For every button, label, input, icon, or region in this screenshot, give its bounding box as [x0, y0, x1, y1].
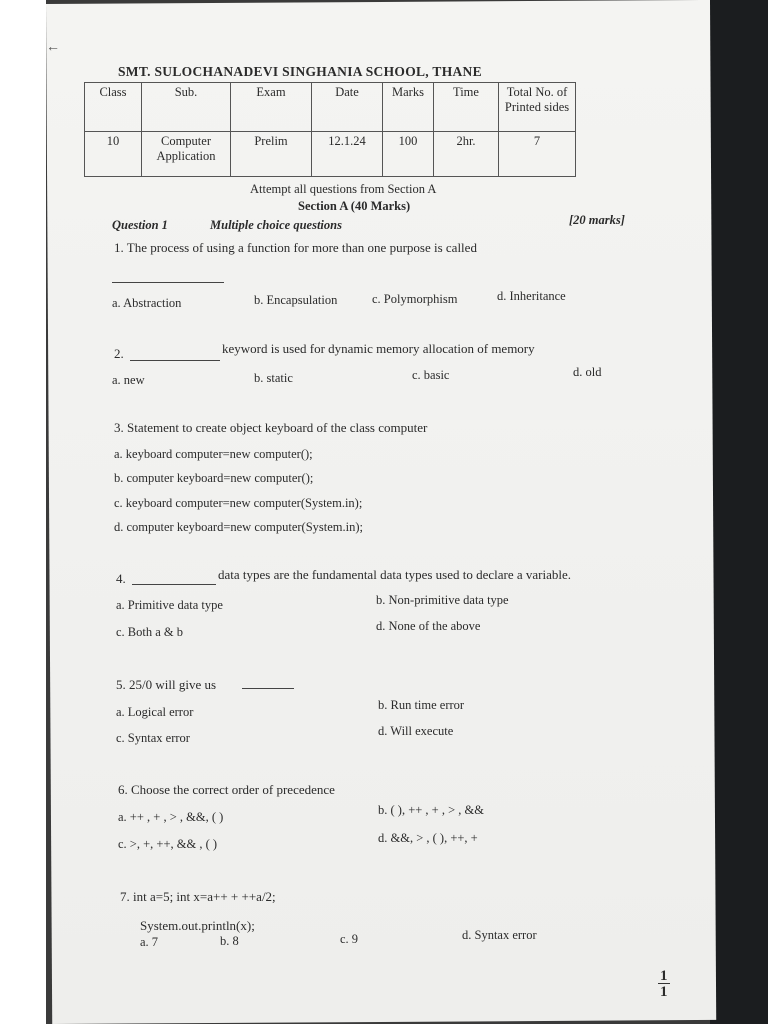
- q5-option-d: d. Will execute: [378, 724, 454, 738]
- q2-option-d: d. old: [573, 365, 602, 379]
- q4-option-b: b. Non-primitive data type: [376, 593, 509, 607]
- exam-info-table: [84, 82, 576, 177]
- header-subject: Sub.: [142, 83, 231, 132]
- q1-option-c: c. Polymorphism: [372, 292, 458, 306]
- q3-option-a: a. keyboard computer=new computer();: [114, 447, 313, 461]
- value-subject: Computer Application: [142, 132, 231, 177]
- question-7-stem: 7. int a=5; int x=a++ + ++a/2;: [120, 889, 276, 904]
- question-5-stem: 5. 25/0 will give us: [116, 677, 217, 692]
- page-mark-bottom: 1: [660, 984, 668, 1000]
- question-7-code-line: System.out.println(x);: [140, 918, 255, 933]
- q6-option-c: c. >, +, ++, && , ( ): [118, 837, 218, 851]
- table-value-row: [85, 132, 576, 177]
- q5-option-c: c. Syntax error: [116, 731, 190, 745]
- header-time: Time: [434, 83, 499, 132]
- q6-option-a: a. ++ , + , > , &&, ( ): [118, 810, 224, 824]
- header-printed-sides: Total No. of Printed sides: [499, 83, 576, 132]
- value-class: 10: [85, 132, 142, 177]
- q5-option-a: a. Logical error: [116, 705, 194, 719]
- q7-option-d: d. Syntax error: [462, 928, 537, 942]
- question-4-number: 4.: [116, 571, 126, 586]
- value-printed-sides: 7: [499, 132, 576, 177]
- question-1-blank: [112, 272, 224, 283]
- q4-option-a: a. Primitive data type: [116, 598, 223, 612]
- question-2-blank: [130, 346, 220, 361]
- q1-option-b: b. Encapsulation: [254, 293, 338, 307]
- value-exam: Prelim: [231, 132, 312, 177]
- instruction: Attempt all questions from Section A: [250, 182, 437, 196]
- table-header-row: [85, 83, 576, 132]
- question-marks: [20 marks]: [569, 213, 625, 227]
- q2-option-c: c. basic: [412, 368, 450, 382]
- header-exam: Exam: [231, 83, 312, 132]
- q4-option-d: d. None of the above: [376, 619, 481, 633]
- question-1-stem: 1. The process of using a function for more than one purpose is called: [114, 240, 477, 255]
- question-2-stem: keyword is used for dynamic memory allocation of memory: [222, 341, 535, 356]
- background-right: [710, 0, 768, 1024]
- value-marks: 100: [383, 132, 434, 177]
- q6-option-b: b. ( ), ++ , + , > , &&: [378, 803, 484, 817]
- question-4-blank: [132, 572, 216, 585]
- q5-option-b: b. Run time error: [378, 698, 465, 712]
- value-date: 12.1.24: [312, 132, 383, 177]
- header-date: Date: [312, 83, 383, 132]
- q1-option-d: d. Inheritance: [497, 289, 566, 303]
- q2-option-a: a. new: [112, 373, 145, 387]
- school-name: SMT. SULOCHANADEVI SINGHANIA SCHOOL, THANE: [118, 64, 482, 79]
- question-3-stem: 3. Statement to create object keyboard of the class computer: [114, 420, 428, 435]
- question-6-stem: 6. Choose the correct order of precedence: [118, 782, 335, 797]
- q1-option-a: a. Abstraction: [112, 296, 182, 310]
- background-left: [0, 0, 46, 1024]
- value-time: 2hr.: [434, 132, 499, 177]
- q2-option-b: b. static: [254, 371, 293, 385]
- pen-mark-icon: ←: [46, 40, 60, 55]
- q3-option-d: d. computer keyboard=new computer(System.in);: [114, 520, 363, 534]
- q7-option-a: a. 7: [140, 935, 159, 949]
- q3-option-c: c. keyboard computer=new computer(System.in);: [114, 496, 363, 510]
- q6-option-d: d. &&, > , ( ), ++, +: [378, 831, 478, 845]
- q3-option-b: b. computer keyboard=new computer();: [114, 471, 314, 485]
- question-2-number: 2.: [114, 346, 124, 361]
- header-class: Class: [85, 83, 142, 132]
- question-4-stem: data types are the fundamental data types used to declare a variable.: [218, 567, 572, 582]
- q7-option-c: c. 9: [340, 932, 359, 946]
- section-title: Section A (40 Marks): [298, 199, 411, 213]
- q4-option-c: c. Both a & b: [116, 625, 184, 639]
- question-type: Multiple choice questions: [210, 218, 342, 232]
- question-label: Question 1: [112, 218, 168, 232]
- header-marks: Marks: [383, 83, 434, 132]
- question-5-blank: [242, 680, 294, 689]
- page-mark-top: 1: [660, 968, 668, 984]
- q7-option-b: b. 8: [220, 934, 239, 948]
